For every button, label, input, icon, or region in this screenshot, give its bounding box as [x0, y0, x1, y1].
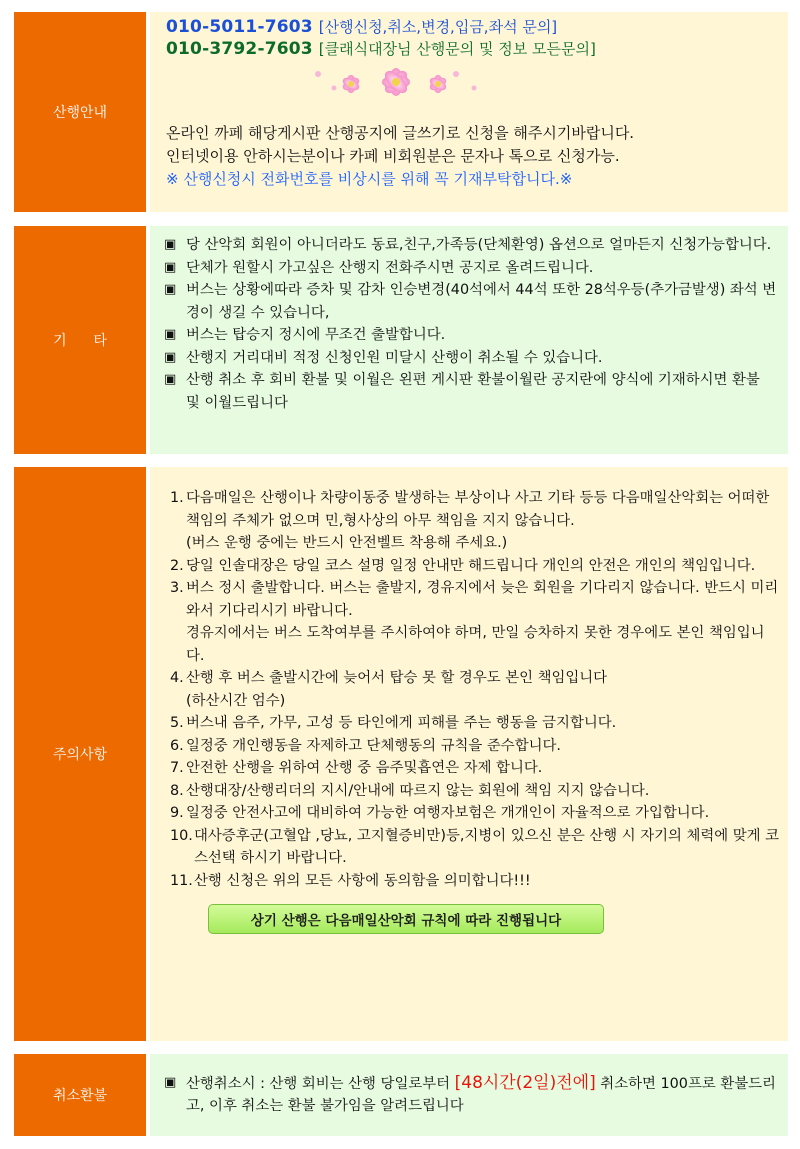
section-label-etc: 기 타 — [14, 226, 146, 454]
refund-text-before: 산행취소시 : 산행 회비는 산행 당일로부터 — [186, 1076, 451, 1092]
square-bullet-icon: ▣ — [164, 349, 177, 365]
section-content-info — [150, 12, 788, 212]
phone-line-1 — [166, 16, 788, 38]
square-bullet-icon: ▣ — [164, 282, 177, 297]
square-bullet-icon: ▣ — [164, 237, 177, 252]
section-label-refund: 취소환불 — [14, 1054, 146, 1136]
list-item: 5. 버스내 음주, 가무, 고성 등 타인에게 피해를 주는 행동을 금지합니다. — [170, 715, 617, 731]
section-content-refund — [150, 1054, 788, 1136]
square-bullet-icon: ▣ — [164, 1075, 177, 1090]
section-etc — [14, 226, 788, 454]
refund-text-after: 취소하면 100프로 환불드리고, 이후 취소는 환불 불가임을 알려드립니다 — [186, 1076, 776, 1114]
list-item: 9. 일정중 안전사고에 대비하여 가능한 여행자보험은 개개인이 자율적으로 가입합니다. — [170, 805, 710, 821]
list-item: ▣ 산행지 거리대비 적정 신청인원 미달시 산행이 취소될 수 있습니다. — [164, 347, 778, 370]
square-bullet-icon: ▣ — [164, 327, 177, 342]
list-item: ▣ 당 산악회 회원이 아니더라도 동료,친구,가족등(단체환영) 옵션으로 얼마든지 신청가능합니다. — [164, 234, 778, 257]
section-content-caution — [150, 467, 788, 1041]
section-info — [14, 12, 788, 212]
info-line-2: 인터넷이용 안하시는분이나 카페 비회원분은 문자나 톡으로 신청가능. — [166, 147, 620, 165]
info-line-1: 온라인 까페 해당게시판 산행공지에 글쓰기로 신청을 해주시기바랍니다. — [166, 124, 635, 142]
phone-number-1[interactable]: 010-5011-7603 — [166, 17, 313, 37]
info-text — [166, 122, 788, 191]
etc-list — [164, 234, 778, 414]
list-item: ▣ 버스는 상황에따라 증차 및 감차 인승변경(40석에서 44석 또한 28석우등(추가금발생) 좌석 변경이 생길 수 있습니다, — [164, 279, 778, 324]
list-item: 1. 다음매일은 산행이나 차량이동중 발생하는 부상이나 사고 기타 등등 다음매일산악회는 어떠한 책임의 주체가 없으며 민,형사상의 아무 책임을 지지 않습니다. (버스 운행 중에는 반드시 안전벨트 착용해 주세요.) — [170, 490, 770, 551]
list-item: 3. 버스 정시 출발합니다. 버스는 출발지, 경유지에서 늦은 회원을 기다리지 않습니다. 반드시 미리 와서 기다리시기 바랍니다. 경유지에서는 버스 도착여부를 주시하여야 하며, 만일 승차하지 못한 경우에도 본인 책임입니다. — [170, 580, 779, 664]
info-highlight: ※ 산행신청시 전화번호를 비상시를 위해 꼭 기재부탁합니다.※ — [166, 170, 573, 188]
flower-decoration-icon — [306, 62, 486, 104]
phone-line-2 — [166, 38, 788, 60]
phone-number-2[interactable]: 010-3792-7603 — [166, 39, 313, 59]
section-caution — [14, 467, 788, 1041]
list-item: ▣ 단체가 원할시 가고싶은 산행지 전화주시면 공지로 올려드립니다. — [164, 257, 778, 280]
phone-note-2: [클래식대장님 산행문의 및 정보 모든문의] — [318, 40, 596, 58]
square-bullet-icon: ▣ — [164, 372, 177, 387]
list-item: 2. 당일 인솔대장은 당일 코스 설명 일정 안내만 해드립니다 개인의 안전은 개인의 책임입니다. — [170, 557, 756, 574]
phone-note-1: [산행신청,취소,변경,입금,좌석 문의] — [318, 18, 558, 36]
refund-deadline-highlight: [48시간(2일)전에] — [454, 1073, 596, 1093]
list-item: ▣ 산행 취소 후 회비 환불 및 이월은 왼편 게시판 환불이월란 공지란에 양식에 기재하시면 환불 및 이월드립니다 — [164, 369, 778, 414]
section-label-info: 산행안내 — [14, 12, 146, 212]
refund-text — [164, 1072, 778, 1117]
list-item: 11. 산행 신청은 위의 모든 사항에 동의함을 의미합니다!!! — [170, 872, 531, 889]
list-item: 8. 산행대장/산행리더의 지시/안내에 따르지 않는 회원에 책임 지지 않습니다. — [170, 782, 650, 799]
square-bullet-icon: ▣ — [164, 259, 177, 275]
rules-banner: 상기 산행은 다음매일산악회 규칙에 따라 진행됩니다 — [208, 904, 604, 934]
section-refund — [14, 1054, 788, 1136]
list-item: ▣ 버스는 탑승지 정시에 무조건 출발합니다. — [164, 324, 778, 347]
caution-list — [170, 487, 780, 892]
list-item: 4. 산행 후 버스 출발시간에 늦어서 탑승 못 할 경우도 본인 책임입니다 (하산시간 엄수) — [170, 670, 608, 709]
section-content-etc — [150, 226, 788, 454]
list-item: 10. 대사증후군(고혈압 ,당뇨, 고지혈증비만)등,지병이 있으신 분은 산행 시 자기의 체력에 맞게 코스선택 하시기 바랍니다. — [170, 827, 780, 866]
list-item: 6. 일정중 개인행동을 자제하고 단체행동의 규칙을 준수합니다. — [170, 737, 561, 754]
section-label-caution: 주의사항 — [14, 467, 146, 1041]
list-item: 7. 안전한 산행을 위하여 산행 중 음주및흡연은 자제 합니다. — [170, 760, 543, 776]
